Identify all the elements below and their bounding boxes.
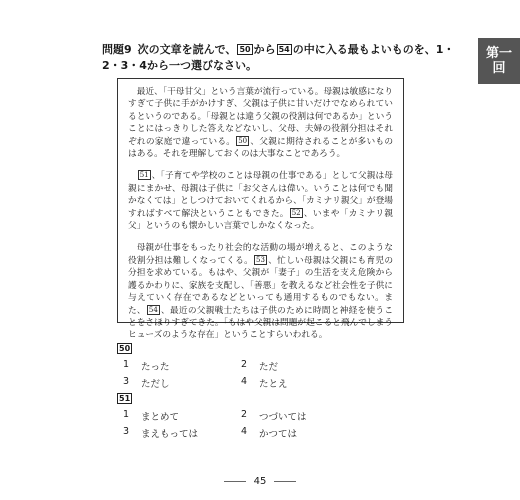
option-text: たった <box>141 361 170 373</box>
option-item[interactable] <box>235 376 353 390</box>
question-box-start: 50 <box>239 45 251 54</box>
option-number: 4 <box>241 425 248 437</box>
option-item[interactable] <box>117 376 235 390</box>
reading-passage <box>117 78 404 341</box>
option-text: ただし <box>141 378 170 390</box>
blank-53: 53 <box>256 255 265 264</box>
chapter-tab <box>478 38 520 84</box>
option-item[interactable] <box>117 426 235 440</box>
question-51-options <box>117 393 417 441</box>
option-number: 1 <box>123 358 130 370</box>
option-item[interactable] <box>235 409 353 423</box>
options-row <box>117 407 417 424</box>
option-item[interactable] <box>117 409 235 423</box>
p1-text-a: 最近、「干母甘父」という言葉が流行っている。母親は敏感になりすぎて子供に手がかけすぎ、父親は子供に甘いだけでなめられているというのである。「母親とは違う父親の役割は何であるか」ということにはっきりした答えなどないし、父母、夫婦の役割分担はそれぞれの家庭で違っている。 <box>128 87 393 147</box>
options-row <box>117 424 417 441</box>
p3-text-a: 母親が仕事をもったり社会的な活動の場が増えると、このような役割分担は難しくなってくる。 <box>128 243 393 266</box>
blank-50: 50 <box>238 136 248 145</box>
question-50-label: 50 <box>119 344 131 353</box>
option-text: ただ <box>259 361 279 373</box>
passage-paragraph-1 <box>128 86 393 160</box>
p2-text-b: 、いまや「カミナリ親父」というのも懐かしい言葉でしかなくなった。 <box>128 208 393 232</box>
option-text: つづいては <box>259 411 307 423</box>
chapter-tab-line1: 第一 <box>485 46 512 61</box>
p2-text-a: 、「子育てや学校のことは母親の仕事である」として父親は母親にまかせ、母親は子供に「お父さんは偉い。いうことは何でも聞かなくては」としつけておいてくれるから、「カミナリ親父」が登場すればすべて解決ということもできた。 <box>128 171 393 219</box>
blank-54: 54 <box>148 305 158 314</box>
option-text: たとえ <box>259 378 288 390</box>
option-number: 2 <box>241 358 248 370</box>
option-number: 4 <box>241 375 248 387</box>
passage-paragraph-3 <box>128 242 393 341</box>
question-text-after: の中に入る最もよいものを、1・2・3・4から一つ選びなさい。 <box>102 43 455 72</box>
passage-paragraph-2 <box>128 170 393 232</box>
option-item[interactable] <box>117 359 235 373</box>
option-text: まとめて <box>141 411 180 423</box>
question-50-options <box>117 343 417 391</box>
question-number: 問題9 <box>102 43 132 56</box>
footer-dash-right <box>274 481 296 482</box>
option-text: かつては <box>259 428 298 440</box>
question-text-mid: から <box>253 43 276 56</box>
options-row <box>117 374 417 391</box>
question-51-label: 51 <box>119 394 131 403</box>
p1-text-b: 、父親に期待されることが多いものはある。それを理解しておくのは大事なことであろう。 <box>128 136 394 160</box>
blank-51: 51 <box>139 171 149 180</box>
option-number: 1 <box>123 408 130 420</box>
chapter-tab-line2: 回 <box>492 61 506 76</box>
footer-dash-left <box>224 481 246 482</box>
option-item[interactable] <box>235 426 353 440</box>
option-item[interactable] <box>235 359 353 373</box>
blank-52: 52 <box>291 208 301 217</box>
page-number: 45 <box>253 476 267 487</box>
option-number: 3 <box>123 375 130 387</box>
options-row <box>117 357 417 374</box>
option-number: 3 <box>123 425 130 437</box>
page-footer <box>0 476 520 487</box>
question-text-before: 次の文章を読んで、 <box>137 43 237 56</box>
question-instruction <box>102 42 472 74</box>
question-box-end: 54 <box>278 45 290 54</box>
p3-text-c: 、最近の父親戦士たちは子供のために時間と神経を使うことをさほりすぎてきた。「もはや父親は問題が起こると飛んでしまうヒューズのような存在」ということすらいわれる。 <box>128 305 394 341</box>
option-number: 2 <box>241 408 248 420</box>
p3-text-b: 、忙しい母親は父親にも育児の分担を求めている。もはや、父親が「妻子」の生活を支え危険から護るかわりに、家族を支配し、「善悪」を教えるなど社会性を子供に与えていく存在であるなどといっても通用するものでもない。また、 <box>128 255 394 316</box>
option-text: まえもっては <box>141 428 199 440</box>
